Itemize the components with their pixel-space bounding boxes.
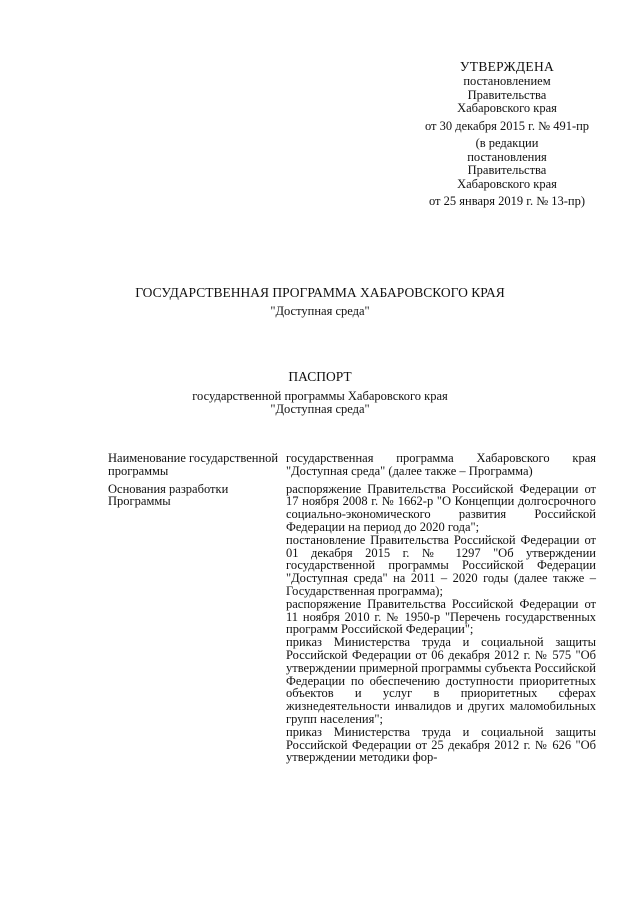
program-title: ГОСУДАРСТВЕННАЯ ПРОГРАММА ХАБАРОВСКОГО КРАЯ (135, 285, 505, 300)
revision-line: постановления (467, 149, 547, 164)
row-label: Наименование государственной программы (108, 451, 279, 478)
row-label: Основания разработки Программы (108, 481, 229, 509)
approval-decree-date: от 30 декабря 2015 г. № 491-пр (424, 118, 590, 133)
passport-heading: ПАСПОРТ (288, 369, 352, 384)
value-paragraph: приказ Министерства труда и социальной защиты Российской Федерации от 25 декабря 2012 г. № 626 "Об утверждении методики фор- (286, 724, 596, 765)
value-paragraph: государственная программа Хабаровского края "Доступная среда" (далее также – Программа) (286, 451, 596, 478)
program-subtitle: "Доступная среда" (270, 304, 370, 318)
passport-subheading: государственной программы Хабаровского края (192, 389, 448, 403)
revision-decree-date: от 25 января 2019 г. № 13-пр) (428, 194, 586, 208)
passport-subheading: "Доступная среда" (270, 402, 370, 416)
revision-line: Хабаровского края (457, 176, 557, 191)
table-row (108, 483, 608, 765)
passport-table (108, 452, 608, 764)
approval-line: Хабаровского края (457, 101, 557, 115)
table-row (108, 452, 608, 478)
row-value (286, 483, 596, 765)
row-value (286, 452, 596, 478)
value-paragraph: распоряжение Правительства Российской Федерации от 11 ноября 2010 г. № 1950-р "Перечень государственных программ Российской Федерации"; (286, 596, 596, 637)
approval-title: УТВЕРЖДЕНА (459, 59, 555, 74)
value-paragraph: приказ Министерства труда и социальной защиты Российской Федерации от 06 декабря 2012 г. № 575 "Об утверждении примерной программы субъекта Российской Федерации по обеспечению доступности приоритетных объектов и услуг в приоритетных сферах жизнедеятельности инвалидов и других маломобильных групп населения"; (286, 635, 596, 726)
revision-line: (в редакции (475, 136, 539, 150)
revision-line: Правительства (467, 163, 547, 177)
approval-block (398, 58, 616, 209)
approval-line: постановлением (463, 74, 551, 88)
value-paragraph: постановление Правительства Российской Федерации от 01 декабря 2015 г. № 1297 "Об утверждении государственной программы Российской Федерации "Доступная среда" на 2011 – 2020 годы (далее также – Государственная программа); (286, 532, 596, 598)
approval-line: Правительства (467, 87, 547, 102)
value-paragraph: распоряжение Правительства Российской Федерации от 17 ноября 2008 г. № 1662-р "О Концепции долгосрочного социально-экономического развития Российской Федерации на период до 2020 года"; (286, 481, 596, 534)
passport-header (60, 369, 580, 416)
